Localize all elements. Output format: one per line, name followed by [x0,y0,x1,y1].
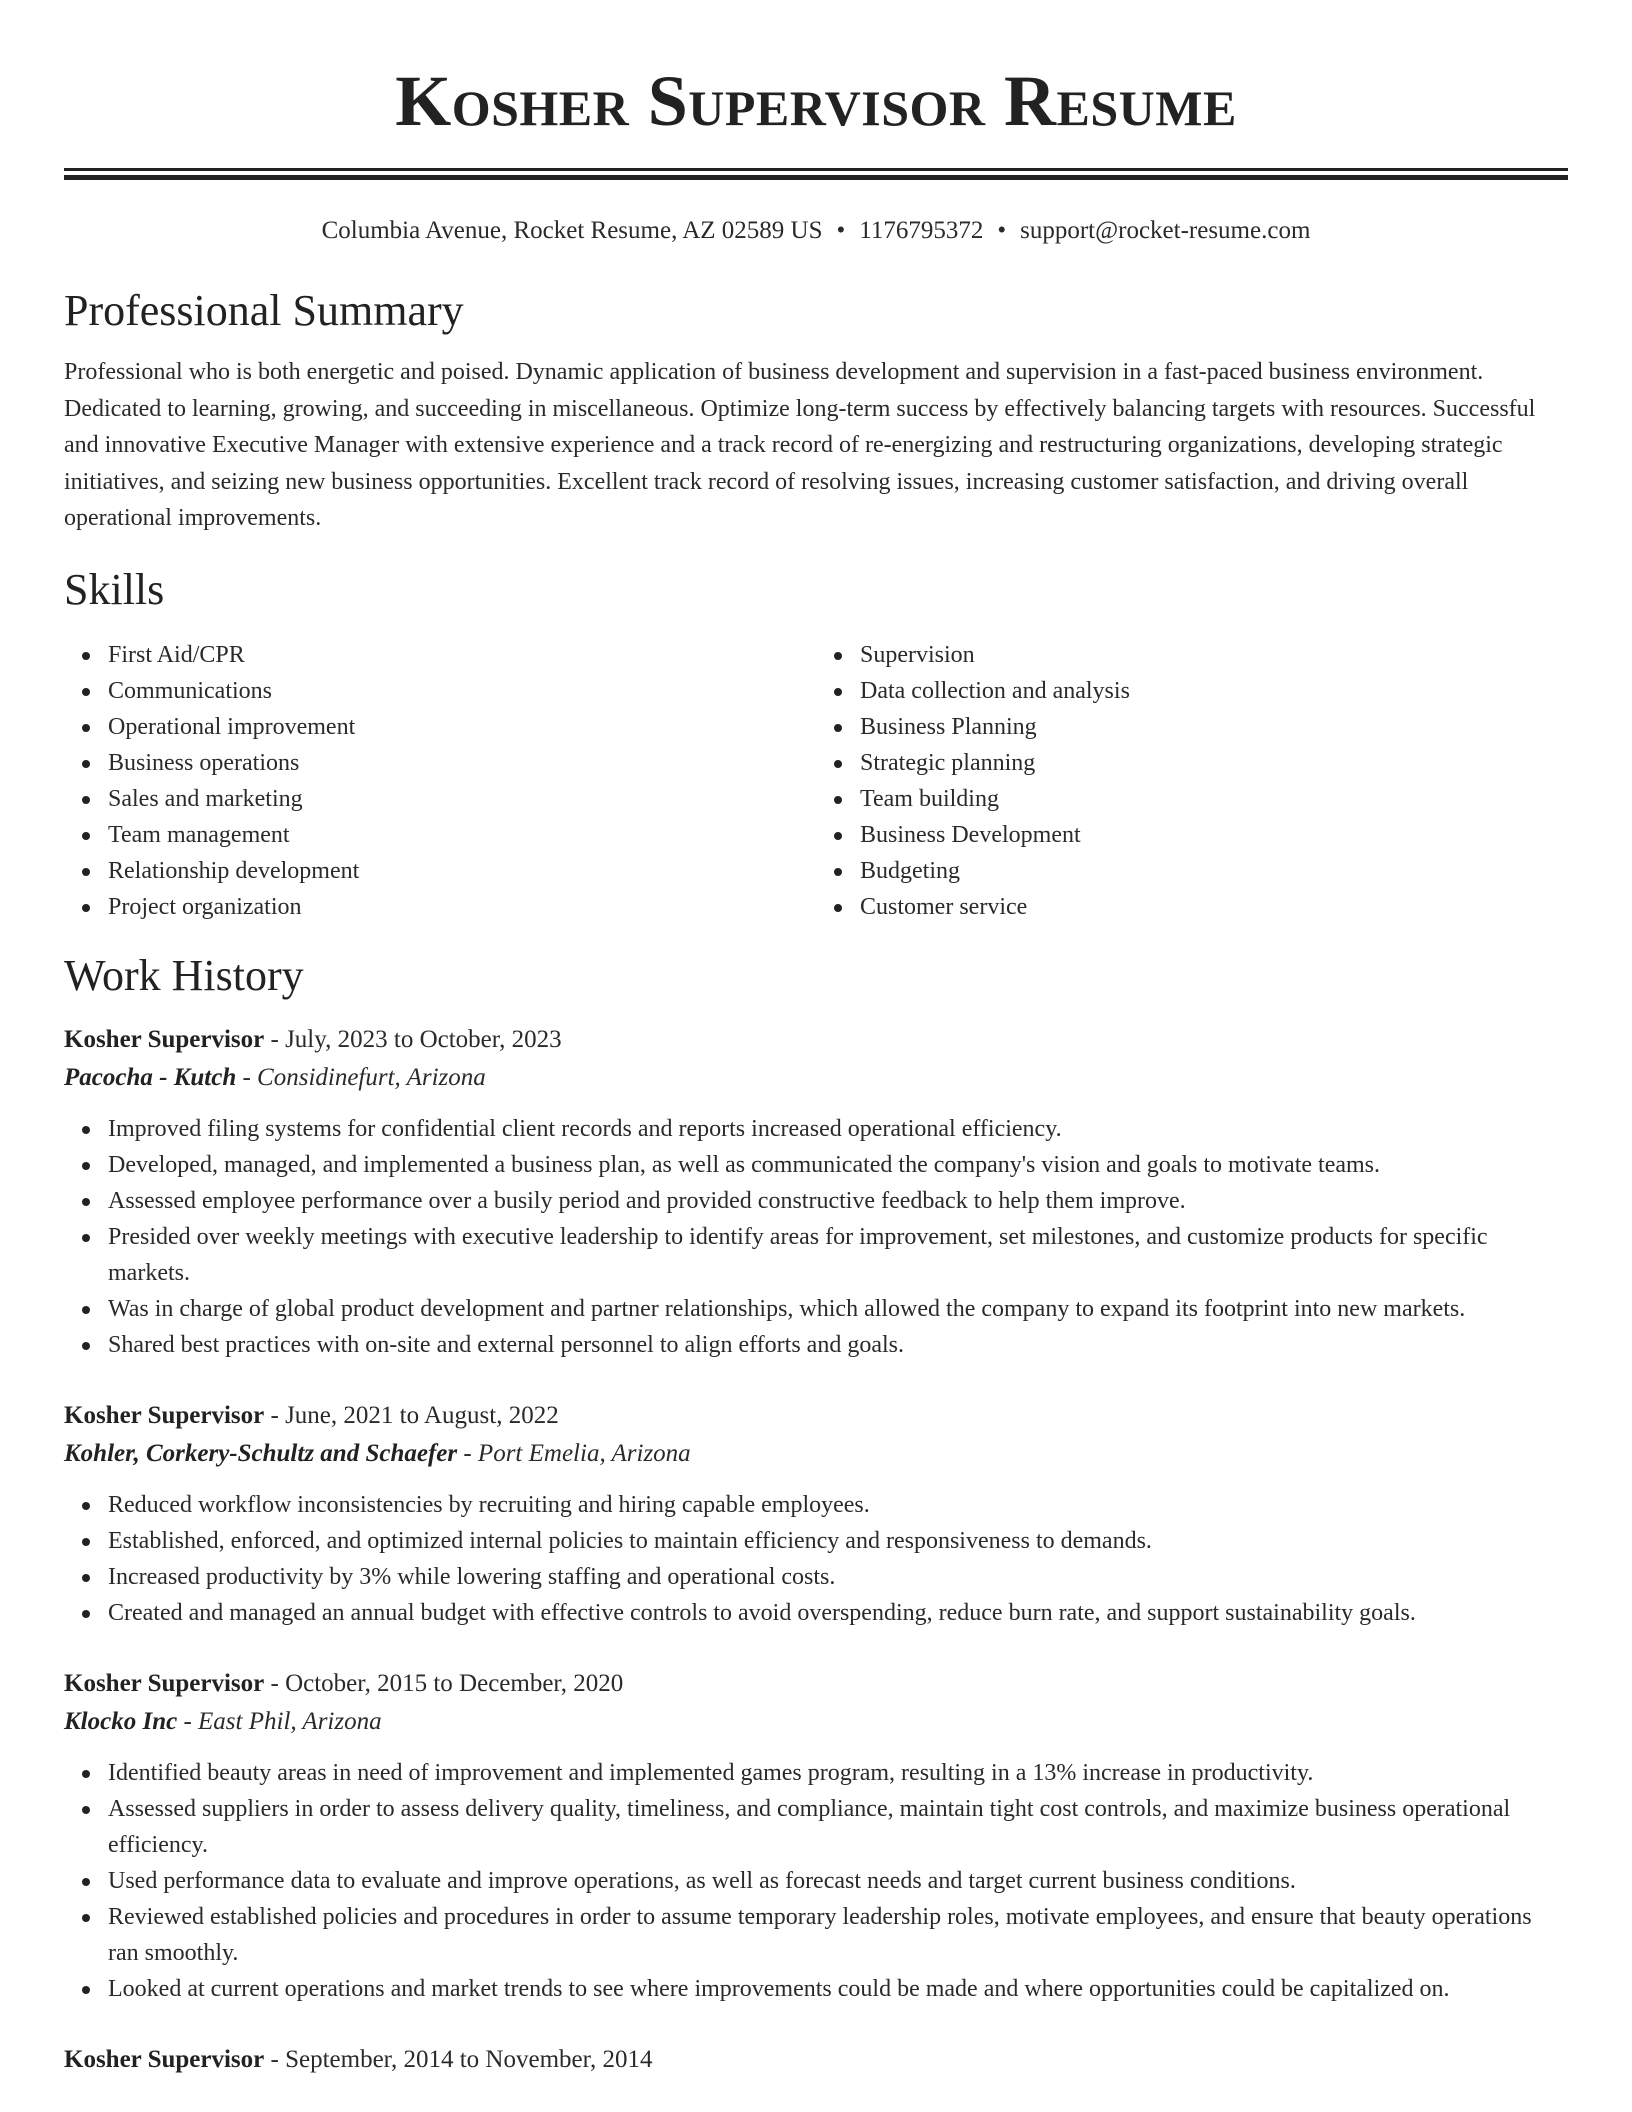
skill-item: Communications [108,673,806,709]
skill-item: Supervision [860,637,1560,673]
skill-item: Data collection and analysis [860,673,1560,709]
job-bullet: Assessed employee performance over a busily period and provided constructive feedback to help them improve. [108,1183,1568,1219]
job-title-line [64,2041,1568,2079]
skill-item: Business Planning [860,709,1560,745]
job-bullets [64,1755,1568,2007]
job-bullet: Created and managed an annual budget with effective controls to avoid overspending, reduce burn rate, and support sustainability goals. [108,1595,1568,1631]
skills-heading: Skills [64,564,165,614]
job-bullet: Reduced workflow inconsistencies by recruiting and hiring capable employees. [108,1487,1568,1523]
contact-address: Columbia Avenue, Rocket Resume, AZ 02589 US [321,217,823,244]
company-line [64,1435,1568,1473]
resume-page [64,0,1568,2079]
company-name: Kohler, Corkery-Schultz and Schaefer [64,1439,458,1467]
skill-item: Customer service [860,889,1560,925]
company-location: - Considinefurt, Arizona [236,1063,486,1091]
job-entry [64,1665,1568,2007]
job-bullet: Developed, managed, and implemented a business plan, as well as communicated the company's vision and goals to motivate teams. [108,1147,1568,1183]
job-bullet: Looked at current operations and market trends to see where improvements could be made and where opportunities could be capitalized on. [108,1971,1568,2007]
contact-separator: • [836,217,846,244]
contact-email: support@rocket-resume.com [1020,217,1311,244]
job-dates: - June, 2021 to August, 2022 [264,1401,559,1429]
skills-list [64,637,1568,925]
job-bullet: Was in charge of global product development and partner relationships, which allowed the company to expand its footprint into new markets. [108,1291,1568,1327]
job-entry [64,1021,1568,1363]
company-line [64,1059,1568,1097]
job-bullet: Improved filing systems for confidential client records and reports increased operational efficiency. [108,1111,1568,1147]
job-bullet: Assessed suppliers in order to assess delivery quality, timeliness, and compliance, maintain tight cost controls, and maximize business operational efficiency. [108,1791,1568,1863]
skill-item: Team management [108,817,806,853]
job-dates: - July, 2023 to October, 2023 [264,1025,562,1053]
title-divider [64,168,1568,180]
skills-column-right [806,637,1560,925]
company-location: - East Phil, Arizona [177,1707,382,1735]
job-title: Kosher Supervisor [64,1401,265,1429]
work-history-heading: Work History [64,950,304,1000]
summary-heading: Professional Summary [64,286,464,335]
job-title-line [64,1021,1568,1059]
skill-item: Sales and marketing [108,781,806,817]
skill-item: Budgeting [860,853,1560,889]
company-line [64,1703,1568,1741]
company-location: - Port Emelia, Arizona [457,1439,691,1467]
contact-line [64,214,1568,248]
company-name: Klocko Inc [64,1707,178,1735]
job-bullet: Increased productivity by 3% while lowering staffing and operational costs. [108,1559,1568,1595]
job-entry [64,2041,1568,2079]
job-bullet: Established, enforced, and optimized internal policies to maintain efficiency and responsiveness to demands. [108,1523,1568,1559]
skill-item: First Aid/CPR [108,637,806,673]
skill-item: Strategic planning [860,745,1560,781]
skill-item: Business Development [860,817,1560,853]
job-entry [64,1397,1568,1631]
job-bullet: Identified beauty areas in need of improvement and implemented games program, resulting in a 13% increase in productivity. [108,1755,1568,1791]
skill-item: Project organization [108,889,806,925]
job-title: Kosher Supervisor [64,2045,265,2073]
job-bullet: Shared best practices with on-site and external personnel to align efforts and goals. [108,1327,1568,1363]
job-bullet: Reviewed established policies and procedures in order to assume temporary leadership roles, motivate employees, and ensure that beauty operations ran smoothly. [108,1899,1568,1971]
job-title-line [64,1665,1568,1703]
resume-title: Kosher Supervisor Resume [395,61,1237,141]
skills-column-left [64,637,806,925]
job-bullet: Presided over weekly meetings with executive leadership to identify areas for improvement, set milestones, and customize products for specific markets. [108,1219,1568,1291]
job-title-line [64,1397,1568,1435]
skill-item: Relationship development [108,853,806,889]
contact-phone: 1176795372 [859,217,984,244]
job-dates: - September, 2014 to November, 2014 [264,2045,653,2073]
skill-item: Operational improvement [108,709,806,745]
job-dates: - October, 2015 to December, 2020 [264,1669,624,1697]
job-bullets [64,1487,1568,1631]
contact-separator: • [997,217,1007,244]
job-bullet: Used performance data to evaluate and improve operations, as well as forecast needs and target current business conditions. [108,1863,1568,1899]
job-bullets [64,1111,1568,1363]
summary-text: Professional who is both energetic and poised. Dynamic application of business development and supervision in a fast-paced business environment. Dedicated to learning, growing, and succeeding in miscellaneous. Optimize long-term success by effectively balancing targets with resources. Successful and innovative Executive Manager with extensive experience and a track record of re-energizing and restructuring organizations, developing strategic initiatives, and seizing new business opportunities. Excellent track record of resolving issues, increasing customer satisfaction, and driving overall operational improvements. [64,359,1536,531]
skill-item: Business operations [108,745,806,781]
job-title: Kosher Supervisor [64,1025,265,1053]
company-name: Pacocha - Kutch [64,1063,237,1091]
skill-item: Team building [860,781,1560,817]
job-title: Kosher Supervisor [64,1669,265,1697]
